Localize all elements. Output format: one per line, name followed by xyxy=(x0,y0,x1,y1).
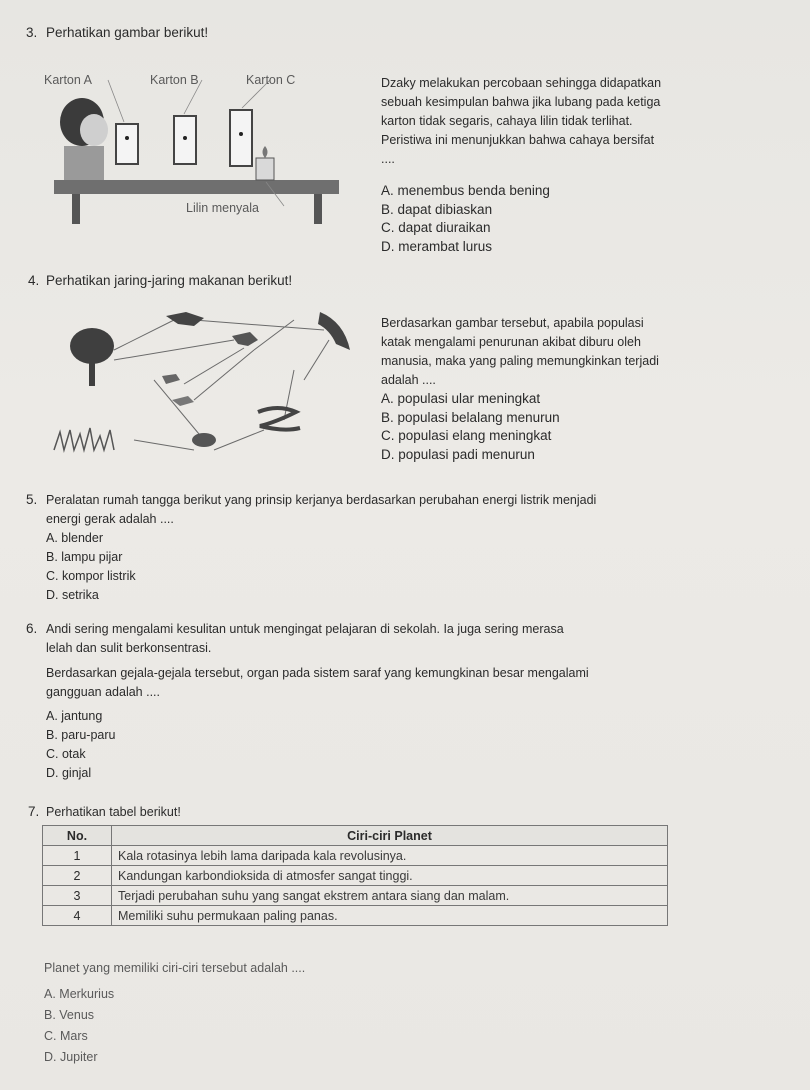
q7-option-d: D. Jupiter xyxy=(44,1050,98,1064)
q5-stem-line: energi gerak adalah .... xyxy=(46,512,174,526)
table-cell-desc: Terjadi perubahan suhu yang sangat ekstrem antara siang dan malam. xyxy=(112,886,668,906)
table-cell-no: 3 xyxy=(43,886,112,906)
table-row xyxy=(43,846,668,866)
q3-option-c: C. dapat diuraikan xyxy=(381,220,491,235)
q4-paragraph-line: adalah .... xyxy=(381,373,436,387)
q3-paragraph-line: sebuah kesimpulan bahwa jika lubang pada ketiga xyxy=(381,95,661,109)
label-lilin: Lilin menyala xyxy=(186,201,259,215)
q3-option-d: D. merambat lurus xyxy=(381,238,493,254)
eagle xyxy=(318,312,350,350)
table-header-characteristics: Ciri-ciri Planet xyxy=(112,826,668,846)
q7-number: 7. xyxy=(28,804,40,819)
card-c xyxy=(230,110,252,166)
q4-option-b: B. populasi belalang menurun xyxy=(381,409,560,425)
q5-option-c: C. kompor listrik xyxy=(46,569,136,583)
planet-characteristics-table xyxy=(42,825,668,926)
card-a-hole xyxy=(125,136,129,140)
person-face xyxy=(80,114,108,146)
q5-stem xyxy=(46,491,596,529)
card-a xyxy=(116,124,138,164)
table-cell-desc: Memiliki suhu permukaan paling panas. xyxy=(112,906,668,926)
frog xyxy=(192,433,216,447)
q3-number: 3. xyxy=(26,25,38,40)
q5-stem-line: Peralatan rumah tangga berikut yang prinsip kerjanya berdasarkan perubahan energi listrik menjadi xyxy=(46,493,597,507)
person-body xyxy=(64,146,104,180)
q3-option-b: B. dapat dibiaskan xyxy=(381,201,493,217)
q4-paragraph-line: katak mengalami penurunan akibat diburu oleh xyxy=(381,335,641,349)
table-leg-right xyxy=(314,194,322,224)
candle-flame xyxy=(263,146,268,158)
q4-paragraph-line: Berdasarkan gambar tersebut, apabila populasi xyxy=(381,316,644,330)
q6-stem-line: gangguan adalah .... xyxy=(46,685,160,699)
q6-stem-line: lelah dan sulit berkonsentrasi. xyxy=(46,641,212,655)
label-karton-b: Karton B xyxy=(150,73,199,87)
q7-option-a: A. Merkurius xyxy=(44,987,115,1001)
label-karton-a: Karton A xyxy=(44,73,92,87)
q4-stem: Perhatikan jaring-jaring makanan berikut! xyxy=(46,273,293,288)
candle xyxy=(256,158,274,180)
tree-crown xyxy=(70,328,114,364)
q3-options xyxy=(381,182,550,256)
q4-option-a: A. populasi ular meningkat xyxy=(381,391,541,406)
table-cell-desc: Kala rotasinya lebih lama daripada kala revolusinya. xyxy=(112,846,668,866)
q6-option-d: D. ginjal xyxy=(46,766,92,780)
insect xyxy=(162,374,180,384)
card-c-hole xyxy=(239,132,243,136)
q6-stem-line: Andi sering mengalami kesulitan untuk mengingat pelajaran di sekolah. Ia juga sering merasa xyxy=(46,622,564,636)
table-header-no: No. xyxy=(43,826,112,846)
q4-food-web xyxy=(44,300,364,470)
food-web-drawing xyxy=(44,300,364,470)
table-top xyxy=(54,180,339,194)
q6-options xyxy=(46,707,115,783)
table-cell-no: 2 xyxy=(43,866,112,886)
q4-option-c: C. populasi elang meningkat xyxy=(381,428,552,443)
q6-number: 6. xyxy=(26,621,38,636)
q5-option-a: A. blender xyxy=(46,531,103,545)
rice-plants xyxy=(54,428,114,450)
q5-option-d: D. setrika xyxy=(46,588,99,602)
bird-top xyxy=(166,312,204,326)
table-header-row xyxy=(43,826,668,846)
table-leg-left xyxy=(72,194,80,224)
q4-paragraph xyxy=(381,314,659,390)
snake xyxy=(258,408,300,430)
q4-number: 4. xyxy=(28,273,40,288)
q6-option-b: B. paru-paru xyxy=(46,728,116,742)
q7-question: Planet yang memiliki ciri-ciri tersebut adalah .... xyxy=(44,961,306,975)
card-b-hole xyxy=(183,136,187,140)
q7-options xyxy=(44,984,114,1068)
q3-paragraph-line: .... xyxy=(381,152,395,166)
q4-option-d: D. populasi padi menurun xyxy=(381,446,535,462)
table-row xyxy=(43,906,668,926)
q7-stem: Perhatikan tabel berikut! xyxy=(46,805,181,819)
bird-middle xyxy=(232,332,258,346)
q5-options xyxy=(46,529,136,605)
tree-trunk xyxy=(89,360,95,386)
label-karton-c: Karton C xyxy=(246,73,296,87)
q3-paragraph xyxy=(381,74,661,169)
table-cell-no: 1 xyxy=(43,846,112,866)
q6-option-a: A. jantung xyxy=(46,709,103,723)
table-cell-no: 4 xyxy=(43,906,112,926)
q6-stem-line: Berdasarkan gejala-gejala tersebut, organ pada sistem saraf yang kemungkinan besar mengalami xyxy=(46,666,589,680)
table-cell-desc: Kandungan karbondioksida di atmosfer sangat tinggi. xyxy=(112,866,668,886)
q4-options xyxy=(381,390,560,464)
grasshopper xyxy=(172,396,194,406)
q5-option-b: B. lampu pijar xyxy=(46,550,123,564)
q5-number: 5. xyxy=(26,492,38,507)
q7-option-c: C. Mars xyxy=(44,1029,88,1043)
q3-paragraph-line: Dzaky melakukan percobaan sehingga didapatkan xyxy=(381,76,662,90)
q3-paragraph-line: karton tidak segaris, cahaya lilin tidak terlihat. xyxy=(381,114,633,128)
q4-paragraph-line: manusia, maka yang paling memungkinkan terjadi xyxy=(381,354,659,368)
q3-option-a: A. menembus benda bening xyxy=(381,183,550,198)
q7-option-b: B. Venus xyxy=(44,1008,95,1022)
q3-stem: Perhatikan gambar berikut! xyxy=(46,25,209,40)
q3-paragraph-line: Peristiwa ini menunjukkan bahwa cahaya bersifat xyxy=(381,133,655,147)
table-row xyxy=(43,886,668,906)
q6-option-c: C. otak xyxy=(46,747,86,761)
table-row xyxy=(43,866,668,886)
q6-stem xyxy=(46,620,589,702)
